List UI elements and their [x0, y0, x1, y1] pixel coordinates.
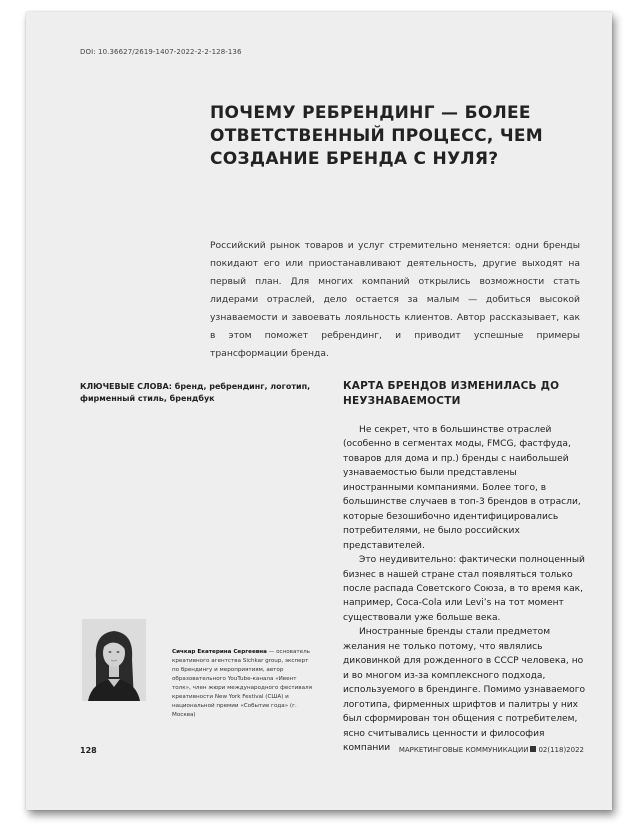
journal-page [26, 12, 612, 810]
author-portrait-image [82, 619, 146, 701]
article-body [343, 423, 589, 755]
body-paragraph: Не секрет, что в большинстве отраслей (особенно в сегментах моды, FMCG, фастфуда, товаров для дома и пр.) бренды с наибольшей узнаваемостью были представлены иностранными компаниями. Более того, в большинстве случаев в топ-3 брендов в отрасли, которые безошибочно идентифицировались потребителями, не было российских представителей. [343, 425, 581, 551]
author-description: — основатель креативного агентства Sichkar group, эксперт по брендингу и мероприятиям, автор образовательного YouTube-канала «Ивент толк», член жюри международного фестиваля креативности New York Festival (США) и национальной премии «Событие года» (г. Москва) [172, 649, 312, 718]
author-bio [172, 648, 314, 720]
author-name: Сичкар Екатерина Сергеевна [172, 649, 267, 655]
journal-footer [399, 746, 584, 754]
body-paragraph: Иностранные бренды стали предметом желания не только потому, что являлись диковинкой для рожденного в СССР человека, но и во многом из-за комплексного подхода, используемого в брендинге. Помимо узнаваемого логотипа, фирменных шрифтов и палитры у них был сформирован тон общения с потребителем, ясно считывались ценности и философия компании [343, 627, 586, 753]
section-heading: КАРТА БРЕНДОВ ИЗМЕНИЛАСЬ ДО НЕУЗНАВАЕМОСТИ [343, 380, 560, 407]
body-paragraph: Это неудивительно: фактически полноценный бизнес в нашей стране стал появляться только после распада Советского Союза, в то время как, например, Coca-Cola или Levi’s на тот момент существовали уже больше века. [343, 555, 585, 623]
journal-issue: 02(118)2022 [538, 746, 584, 754]
keywords: КЛЮЧЕВЫЕ СЛОВА: бренд, ребрендинг, логотип, фирменный стиль, брендбук [80, 382, 311, 403]
article-title: ПОЧЕМУ РЕБРЕНДИНГ — БОЛЕЕ ОТВЕТСТВЕННЫЙ ПРОЦЕСС, ЧЕМ СОЗДАНИЕ БРЕНДА С НУЛЯ? [210, 103, 543, 169]
square-bullet-icon [530, 746, 536, 752]
author-photo [82, 619, 146, 701]
page-number: 128 [80, 746, 97, 755]
journal-name: МАРКЕТИНГОВЫЕ КОММУНИКАЦИИ [398, 746, 529, 754]
doi-line: DOI: 10.36627/2619-1407-2022-2-2-128-136 [80, 48, 242, 56]
article-abstract: Российский рынок товаров и услуг стремительно меняется: одни бренды покидают его или приостанавливают деятельность, другие выходят на первый план. Для многих компаний открылись возможности стать лидерами отраслей, дело остается за малым — добиться высокой узнаваемости и завоевать лояльность клиентов. Автор рассказывает, как в этом поможет ребрендинг, и приводит успешные примеры трансформации бренда. [210, 240, 580, 359]
